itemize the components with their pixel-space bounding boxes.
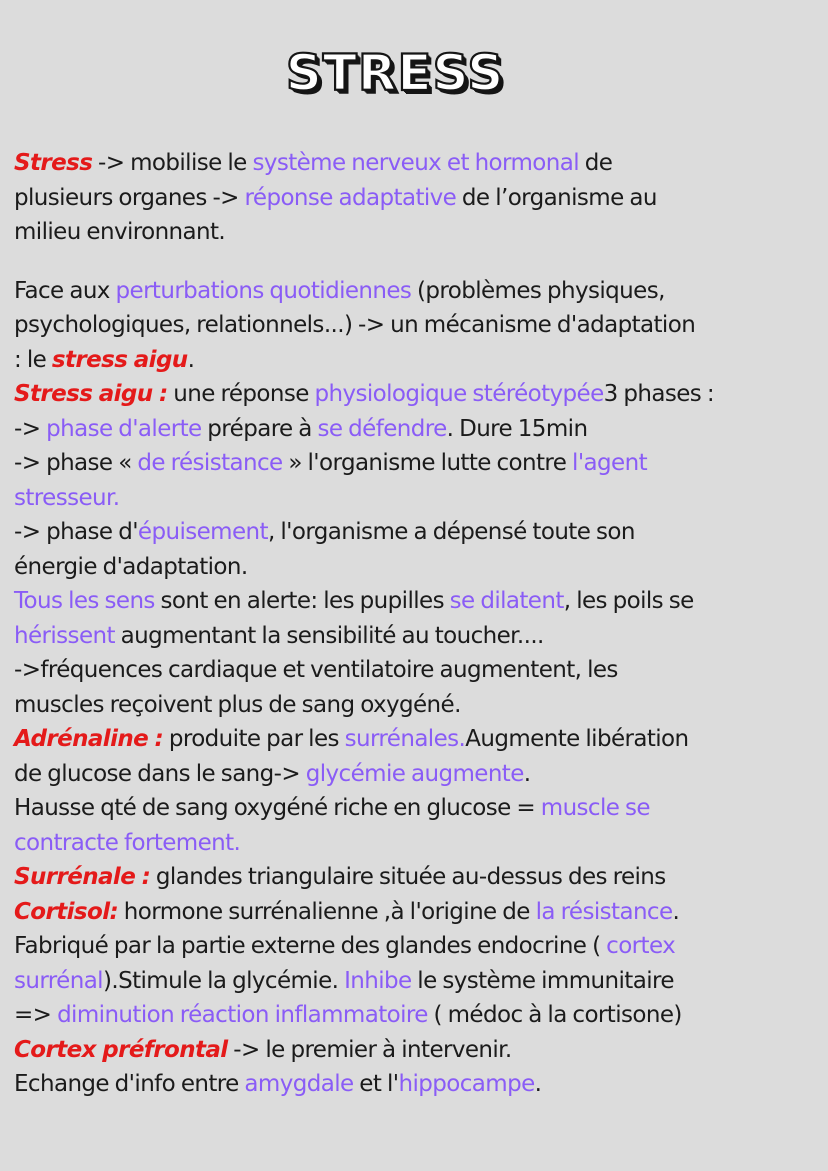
- highlighted-term: Inhibe: [344, 967, 412, 994]
- text-line: [14, 146, 816, 181]
- text-segment: Face aux: [14, 277, 116, 304]
- highlighted-term: Tous les sens: [14, 588, 155, 614]
- text-segment: de: [579, 150, 613, 176]
- highlighted-term: muscle se: [540, 795, 650, 821]
- text-line: [14, 215, 816, 250]
- text-segment: de l’organisme au: [456, 184, 657, 211]
- text-segment: de glucose dans le sang->: [14, 760, 306, 787]
- text-segment: muscles reçoivent plus de sang oxygéné.: [14, 691, 461, 718]
- text-segment: produite par les: [163, 726, 345, 752]
- text-segment: =>: [14, 1002, 58, 1028]
- text-segment: ->: [14, 415, 47, 442]
- text-line: [14, 653, 816, 688]
- highlighted-term: surrénal: [14, 967, 103, 994]
- text-segment: , les poils se: [563, 588, 694, 614]
- text-segment: prépare à: [201, 415, 318, 442]
- text-line: [14, 722, 816, 757]
- text-segment: » l'organisme lutte contre: [282, 450, 573, 476]
- text-segment: plusieurs organes ->: [14, 184, 245, 211]
- text-line: [14, 274, 816, 309]
- text-segment: Fabriqué par la partie externe des glandes endocrine (: [14, 933, 607, 959]
- text-line: [14, 895, 816, 930]
- text-segment: ->fréquences cardiaque et ventilatoire augmentent, les: [14, 657, 618, 683]
- highlighted-term: épuisement: [137, 519, 268, 545]
- text-line: [14, 929, 816, 964]
- text-line: [14, 308, 816, 343]
- text-segment: glandes triangulaire située au-dessus des reins: [150, 864, 666, 890]
- key-term: Cortex préfrontal: [14, 1036, 228, 1063]
- highlighted-term: de résistance: [137, 450, 283, 476]
- paragraph-gap: [14, 250, 816, 274]
- text-line: [14, 481, 816, 516]
- text-segment: .: [523, 760, 531, 787]
- text-segment: milieu environnant.: [14, 219, 226, 245]
- text-line: [14, 1033, 816, 1068]
- key-term: stress aigu: [51, 346, 188, 373]
- highlighted-term: perturbations quotidiennes: [115, 277, 412, 304]
- highlighted-term: surrénales.: [344, 726, 466, 752]
- text-line: [14, 584, 816, 619]
- page-title: STRESS: [285, 44, 505, 102]
- text-line: [14, 181, 816, 216]
- text-segment: .: [534, 1071, 542, 1097]
- text-segment: psychologiques, relationnels...) -> un mécanisme d'adaptation: [14, 312, 696, 338]
- highlighted-term: hippocampe: [398, 1071, 535, 1097]
- text-segment: : le: [14, 346, 52, 373]
- text-line: [14, 757, 816, 792]
- text-segment: une réponse: [167, 381, 315, 407]
- text-line: [14, 343, 816, 378]
- text-line: [14, 412, 816, 447]
- text-line: [14, 688, 816, 723]
- highlighted-term: hérissent: [14, 622, 115, 649]
- text-segment: le système immunitaire: [411, 967, 674, 994]
- text-segment: -> phase «: [14, 450, 138, 476]
- highlighted-term: glycémie augmente: [305, 760, 524, 787]
- text-segment: et l': [353, 1071, 399, 1097]
- highlighted-term: physiologique stéréotypée: [314, 381, 604, 407]
- key-term: Stress aigu :: [14, 381, 168, 407]
- highlighted-term: la résistance: [535, 898, 673, 925]
- text-line: [14, 826, 816, 861]
- text-segment: -> le premier à intervenir.: [227, 1036, 512, 1063]
- text-segment: ( médoc à la cortisone): [427, 1002, 682, 1028]
- highlighted-term: se défendre: [317, 415, 447, 442]
- highlighted-term: cortex: [606, 933, 676, 959]
- text-line: [14, 964, 816, 999]
- key-term: Adrénaline :: [14, 726, 164, 752]
- text-segment: Echange d'info entre: [14, 1071, 245, 1097]
- text-line: [14, 377, 816, 412]
- text-line: [14, 515, 816, 550]
- highlighted-term: contracte fortement.: [14, 829, 241, 856]
- text-segment: .: [672, 898, 680, 925]
- highlighted-term: système nerveux et hormonal: [252, 150, 580, 176]
- text-segment: Hausse qté de sang oxygéné riche en glucose =: [14, 795, 541, 821]
- highlighted-term: amygdale: [244, 1071, 354, 1097]
- highlighted-term: stresseur.: [14, 484, 120, 511]
- text-line: [14, 791, 816, 826]
- text-line: [14, 619, 816, 654]
- highlighted-term: réponse adaptative: [244, 184, 457, 211]
- highlighted-term: phase d'alerte: [46, 415, 202, 442]
- highlighted-term: se dilatent: [449, 588, 564, 614]
- text-segment: .: [187, 346, 195, 373]
- text-segment: sont en alerte: les pupilles: [154, 588, 450, 614]
- text-segment: 3 phases :: [603, 381, 715, 407]
- text-segment: hormone surrénalienne ,à l'origine de: [118, 898, 536, 925]
- key-term: Surrénale :: [14, 864, 151, 890]
- text-segment: (problèmes physiques,: [411, 277, 665, 304]
- text-segment: . Dure 15min: [446, 415, 588, 442]
- text-line: [14, 550, 816, 585]
- text-line: [14, 860, 816, 895]
- key-term: Cortisol:: [14, 898, 119, 925]
- text-segment: , l'organisme a dépensé toute son: [267, 519, 635, 545]
- text-segment: augmentant la sensibilité au toucher....: [114, 622, 544, 649]
- text-segment: ).Stimule la glycémie.: [102, 967, 345, 994]
- document-body: [14, 146, 816, 1102]
- highlighted-term: diminution réaction inflammatoire: [57, 1002, 428, 1028]
- text-segment: Augmente libération: [465, 726, 689, 752]
- text-line: [14, 446, 816, 481]
- text-segment: -> phase d': [14, 519, 138, 545]
- text-line: [14, 1067, 816, 1102]
- text-segment: énergie d'adaptation.: [14, 553, 248, 580]
- highlighted-term: l'agent: [572, 450, 647, 476]
- text-line: [14, 998, 816, 1033]
- key-term: Stress: [14, 150, 93, 176]
- text-segment: -> mobilise le: [92, 150, 253, 176]
